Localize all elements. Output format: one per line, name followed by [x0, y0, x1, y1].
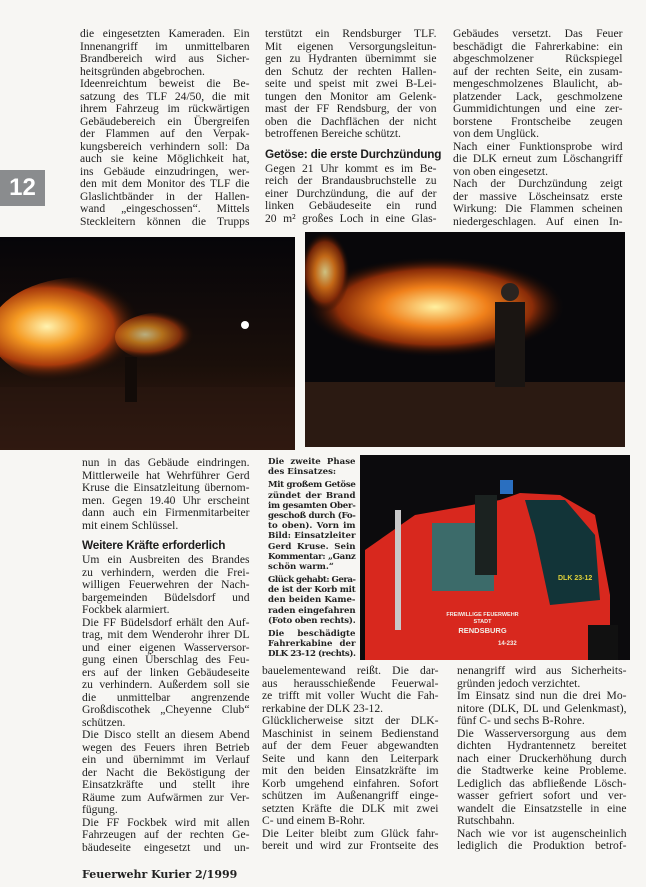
text-line: von oben eingesetzt. — [453, 164, 548, 178]
text-line: niedergeschlagen. Auf einen In- — [453, 214, 623, 228]
text-line: Im Einsatz sind nun die drei Mo- — [457, 689, 627, 702]
text-line: Brandbereich wird aus Sicher- — [80, 52, 250, 65]
text-line: reich der Brandausbruchstelle zu — [265, 174, 437, 187]
text-line: kungsbereich verhindern soll: Da — [80, 139, 250, 153]
paragraph — [453, 178, 623, 228]
text-line: setzten Kräfte die DLK mit zwei — [262, 801, 439, 815]
text-line: Innenangriff im unmittelbaren — [80, 39, 250, 53]
text-line: Um ein Ausbreiten des Brandes — [82, 553, 250, 566]
caption-line: schön warm.“ — [268, 561, 334, 572]
text-line: Korb umgehend einfahren. Sofort — [262, 776, 439, 790]
text-line: von dem Unglück. — [453, 127, 539, 140]
paragraph — [82, 729, 250, 817]
text-line: auch sie keine Möglichkeit hat, — [80, 152, 250, 165]
text-line: linken Gebäudeseite ein rund — [265, 199, 437, 212]
text-line: gründen jedoch verzichtet. — [457, 676, 581, 690]
text-line: Wirkung: Die Flammen scheinen — [453, 202, 623, 215]
caption-paragraph — [268, 629, 356, 660]
text-line: nitore (DLK, DL und Gelenkmast), — [457, 701, 627, 715]
article-column-top-1 — [80, 28, 250, 228]
paragraph — [82, 817, 250, 855]
caption-line: zündet der Brand — [268, 490, 356, 501]
text-line: wandelt die Einsatzstelle in eine — [457, 801, 627, 815]
paragraph — [262, 665, 439, 715]
paragraph — [262, 715, 439, 828]
text-line: Glücklicherweise sitzt der DLK- — [262, 714, 439, 727]
caption-line: de ist der Korb mit — [268, 585, 356, 596]
photo-caption — [268, 457, 356, 660]
text-line: Nach der Durchzündung zeigt — [453, 177, 623, 190]
text-line: tungen den Monitor am Gelenk- — [265, 89, 437, 103]
paragraph — [457, 665, 627, 690]
text-line: Rutschbahn. — [457, 814, 515, 827]
text-line: terstützt ein Rendsburger TLF. — [265, 27, 437, 40]
text-line: Gebäudebereich ein Übergreifen — [80, 114, 250, 128]
caption-line: DLK 23-12 (rechts). — [268, 649, 356, 660]
text-line: Ideenreichtum beweist die Be- — [80, 77, 250, 90]
text-line: borstene Frontscheibe zeugen — [453, 114, 623, 128]
text-line: C- und einem B-Rohr. — [262, 814, 366, 827]
text-line: Einsatzkräfte und stellt ihre — [82, 778, 250, 791]
text-line: seite und speist mit zwei B-Lei- — [265, 77, 437, 90]
page-number: 12 — [0, 170, 45, 206]
text-line: betroffenen Bereiche schützt. — [265, 127, 401, 140]
text-line: wasser gefriert sofort und ver- — [457, 789, 627, 802]
text-line: schützen. — [82, 715, 126, 729]
text-line: Fockbek alarmiert. — [82, 603, 170, 616]
text-line: Räume zum Aufwärmen zur Ver- — [82, 790, 250, 804]
text-line: wegen des Feuers ihren Betrieb — [82, 740, 250, 754]
text-line: satzung des TLF 24/50, die mit — [80, 89, 250, 103]
text-line: gung einen Überschlag des Feu- — [82, 653, 250, 666]
paragraph — [457, 690, 627, 728]
text-line: bäudeseite eingesetzt und un- — [82, 840, 250, 854]
text-line: ihrem Fahrzeug im rückwärtigen — [80, 102, 250, 115]
text-line: Kruse die Einsatzleitung übernom- — [82, 481, 250, 494]
paragraph — [80, 28, 250, 78]
text-line: Seite und kann den Leiterpark — [262, 751, 439, 765]
text-line: ze trifft mit voller Wucht die Fah- — [262, 689, 439, 702]
text-line: Die Disco stellt an diesem Abend — [82, 728, 250, 741]
text-line: ers auf der linken Gebäudeseite — [82, 665, 250, 679]
caption-line: des Einsatzes: — [268, 467, 337, 478]
text-line: 20 m² großes Loch in eine Glas- — [265, 211, 437, 225]
caption-line: Fahrerkabine der — [268, 639, 356, 650]
text-line: die DLK erneut zum Löschangriff — [453, 152, 623, 165]
text-line: die Stadtwerke keine Probleme. — [457, 764, 627, 777]
paragraph — [265, 163, 437, 226]
text-line: Die FF Fockbek wird mit allen — [82, 815, 250, 829]
text-line: nach einer Druckerhöhung durch — [457, 751, 627, 765]
text-line: Gummidichtungen und eine zer- — [453, 102, 623, 115]
text-line: willigen Feuerwehren der Nach- — [82, 578, 250, 591]
text-line: nun in das Gebäude eindringen. — [82, 456, 250, 469]
caption-paragraph — [268, 575, 356, 626]
text-line: Mit eigenen Versorgungsleitun- — [265, 39, 437, 53]
text-line: der Flammen auf den Verpak- — [80, 127, 250, 140]
caption-paragraph — [268, 457, 356, 477]
caption-paragraph — [268, 480, 356, 572]
text-line: beschädigt die Fahrerkabine: ein — [453, 39, 623, 53]
paragraph — [457, 828, 627, 853]
caption-line: den beiden Kame- — [268, 595, 356, 606]
paragraph — [457, 728, 627, 828]
text-line: zu verhindern. Außerdem soll sie — [82, 678, 250, 691]
text-line: Steckleitern können die Trupps — [80, 214, 250, 228]
text-line: Großdiscothek „Cheyenne Club“ — [82, 703, 250, 716]
text-line: schützen im Außenangriff einge- — [262, 789, 439, 802]
text-line: dann auch ein Firmenmitarbeiter — [82, 506, 250, 519]
text-line: Die Wasserversorgung aus dem — [457, 726, 627, 740]
text-line: die eingesetzten Kameraden. Ein — [80, 27, 250, 40]
paragraph — [82, 554, 250, 617]
text-line: mast der FF Rendsburg, der von — [265, 102, 437, 115]
section-heading: Weitere Kräfte erforderlich — [82, 538, 226, 552]
text-line: einer Durchzündung, die auf der — [265, 186, 437, 200]
paragraph — [453, 28, 623, 141]
text-line: Gebäudes versetzt. Das Feuer — [453, 27, 623, 40]
text-line: Mittlerweile hat Wehrführer Gerd — [82, 468, 250, 482]
caption-line: im gesamten Ober- — [268, 500, 356, 511]
paragraph — [262, 828, 439, 853]
text-line: platzender Lack, geschmolzene — [453, 89, 623, 103]
caption-line: Glück gehabt: Gera- — [268, 575, 356, 586]
text-line: Fahrzeugen auf der rechten Ge- — [82, 828, 250, 841]
text-line: abgeschmolzener Rückspiegel — [453, 52, 623, 65]
truck-vehicle-number: 14-232 — [498, 641, 517, 647]
text-line: auf der dem Feuer abgewandten — [262, 739, 439, 752]
text-line: und einer eigenen Wasserversor- — [82, 640, 250, 654]
text-line: den Schutz der rechten Hallen- — [265, 64, 437, 78]
article-column-bottom-1 — [82, 457, 250, 854]
text-line: nenangriff wird aus Sicherheits- — [457, 664, 627, 677]
caption-line: geschoß durch (Fo- — [268, 510, 356, 521]
text-line: auf der rechten Seite, ein zusam- — [453, 64, 623, 78]
caption-line: Bild: Einsatzleiter — [268, 531, 356, 542]
caption-line: Die zweite Phase — [268, 457, 356, 467]
paragraph — [265, 28, 437, 141]
text-line: die unmittelbar angrenzende — [82, 690, 250, 704]
paragraph — [453, 141, 623, 179]
article-column-top-3 — [453, 28, 623, 228]
text-line: aus herausschießende Feuerwal- — [262, 676, 439, 690]
caption-line: Kommentar: „Ganz — [268, 551, 356, 562]
article-column-bottom-2 — [262, 665, 439, 853]
text-line: den mit dem Monitor des TLF die — [80, 177, 250, 190]
article-column-top-2 — [265, 27, 442, 225]
article-column-bottom-3 — [457, 665, 627, 853]
text-line: Die Leiter bleibt zum Glück fahr- — [262, 826, 439, 840]
text-line: Glaslichtbänder in der Hallen- — [80, 189, 250, 203]
text-line: bargemeinden Büdelsdorf und — [82, 590, 250, 604]
text-line: Nach wie vor ist augenscheinlich — [457, 826, 627, 840]
caption-line: raden eingefahren — [268, 605, 356, 616]
truck-windshield-sign: DLK 23-12 — [558, 575, 593, 582]
text-line: dichten Hydrantennetz bereitet — [457, 739, 627, 752]
caption-line: to oben). Vorn im — [268, 521, 356, 532]
text-line: mit den beiden Einsatzkräfte im — [262, 764, 439, 777]
truck-door-text-line: FREIWILLIGE FEUERWEHR — [446, 612, 519, 618]
caption-line: Mit großem Getöse — [268, 480, 356, 491]
text-line: gen zu Hydranten übernimmt sie — [265, 52, 437, 65]
text-line: Die FF Büdelsdorf erhält den Auf- — [82, 615, 250, 629]
caption-line: (Foto oben rechts). — [268, 615, 356, 626]
truck-door-text-line: STADT — [473, 619, 492, 625]
text-line: men. Gegen 19.40 Uhr erscheint — [82, 493, 250, 507]
text-line: bauelementewand reißt. Die dar- — [262, 664, 439, 677]
magazine-footer: Feuerwehr Kurier 2/1999 — [82, 868, 238, 881]
text-line: Maschinist in seinem Bedienstand — [262, 726, 439, 740]
text-line: zu verhindern, werden die Frei- — [82, 565, 250, 579]
text-line: der massive Löscheinsatz erste — [453, 189, 623, 203]
text-line: Lediglich das abfließende Lösch- — [457, 776, 627, 790]
text-line: ins Gebäude einzudringen, wer- — [80, 164, 250, 178]
section-heading: Getöse: die erste Durchzündung — [265, 146, 442, 161]
text-line: wand „eingeschossen“. Mittels — [80, 202, 250, 215]
paragraph — [80, 78, 250, 228]
text-line: bereit und wird zur Frontseite des — [262, 839, 439, 852]
text-line: mit einem Schlüssel. — [82, 518, 179, 532]
text-line: fünf C- und sechs B-Rohre. — [457, 714, 585, 727]
text-line: Nach einer Funktionsprobe wird — [453, 139, 623, 153]
text-line: trag, mit dem Wenderohr ihrer DL — [82, 628, 250, 641]
text-line: Gegen 21 Uhr kommt es im Be- — [265, 161, 437, 175]
text-line: fügung. — [82, 803, 118, 816]
text-line: der Nacht die Beköstigung der — [82, 765, 250, 779]
fire-photo-right — [305, 232, 625, 447]
paragraph — [82, 617, 250, 730]
damaged-truck-photo — [360, 455, 630, 660]
text-line: heitsgründen abgebrochen. — [80, 64, 205, 78]
text-line: rerkabine der DLK 23-12. — [262, 701, 384, 715]
text-line: mengeschmolzenes Blaulicht, ab- — [453, 77, 623, 90]
text-line: oben die Dachflächen der nicht — [265, 114, 437, 128]
caption-line: Die beschädigte — [268, 629, 356, 639]
text-line: ein und übernimmt im Verlauf — [82, 753, 250, 766]
paragraph — [82, 457, 250, 532]
text-line: lediglich die Produktion betrof- — [457, 839, 627, 852]
fire-photo-left — [0, 237, 295, 450]
caption-line: Gerd Kruse. Sein — [268, 541, 356, 552]
truck-door-text-line: RENDSBURG — [458, 626, 507, 635]
